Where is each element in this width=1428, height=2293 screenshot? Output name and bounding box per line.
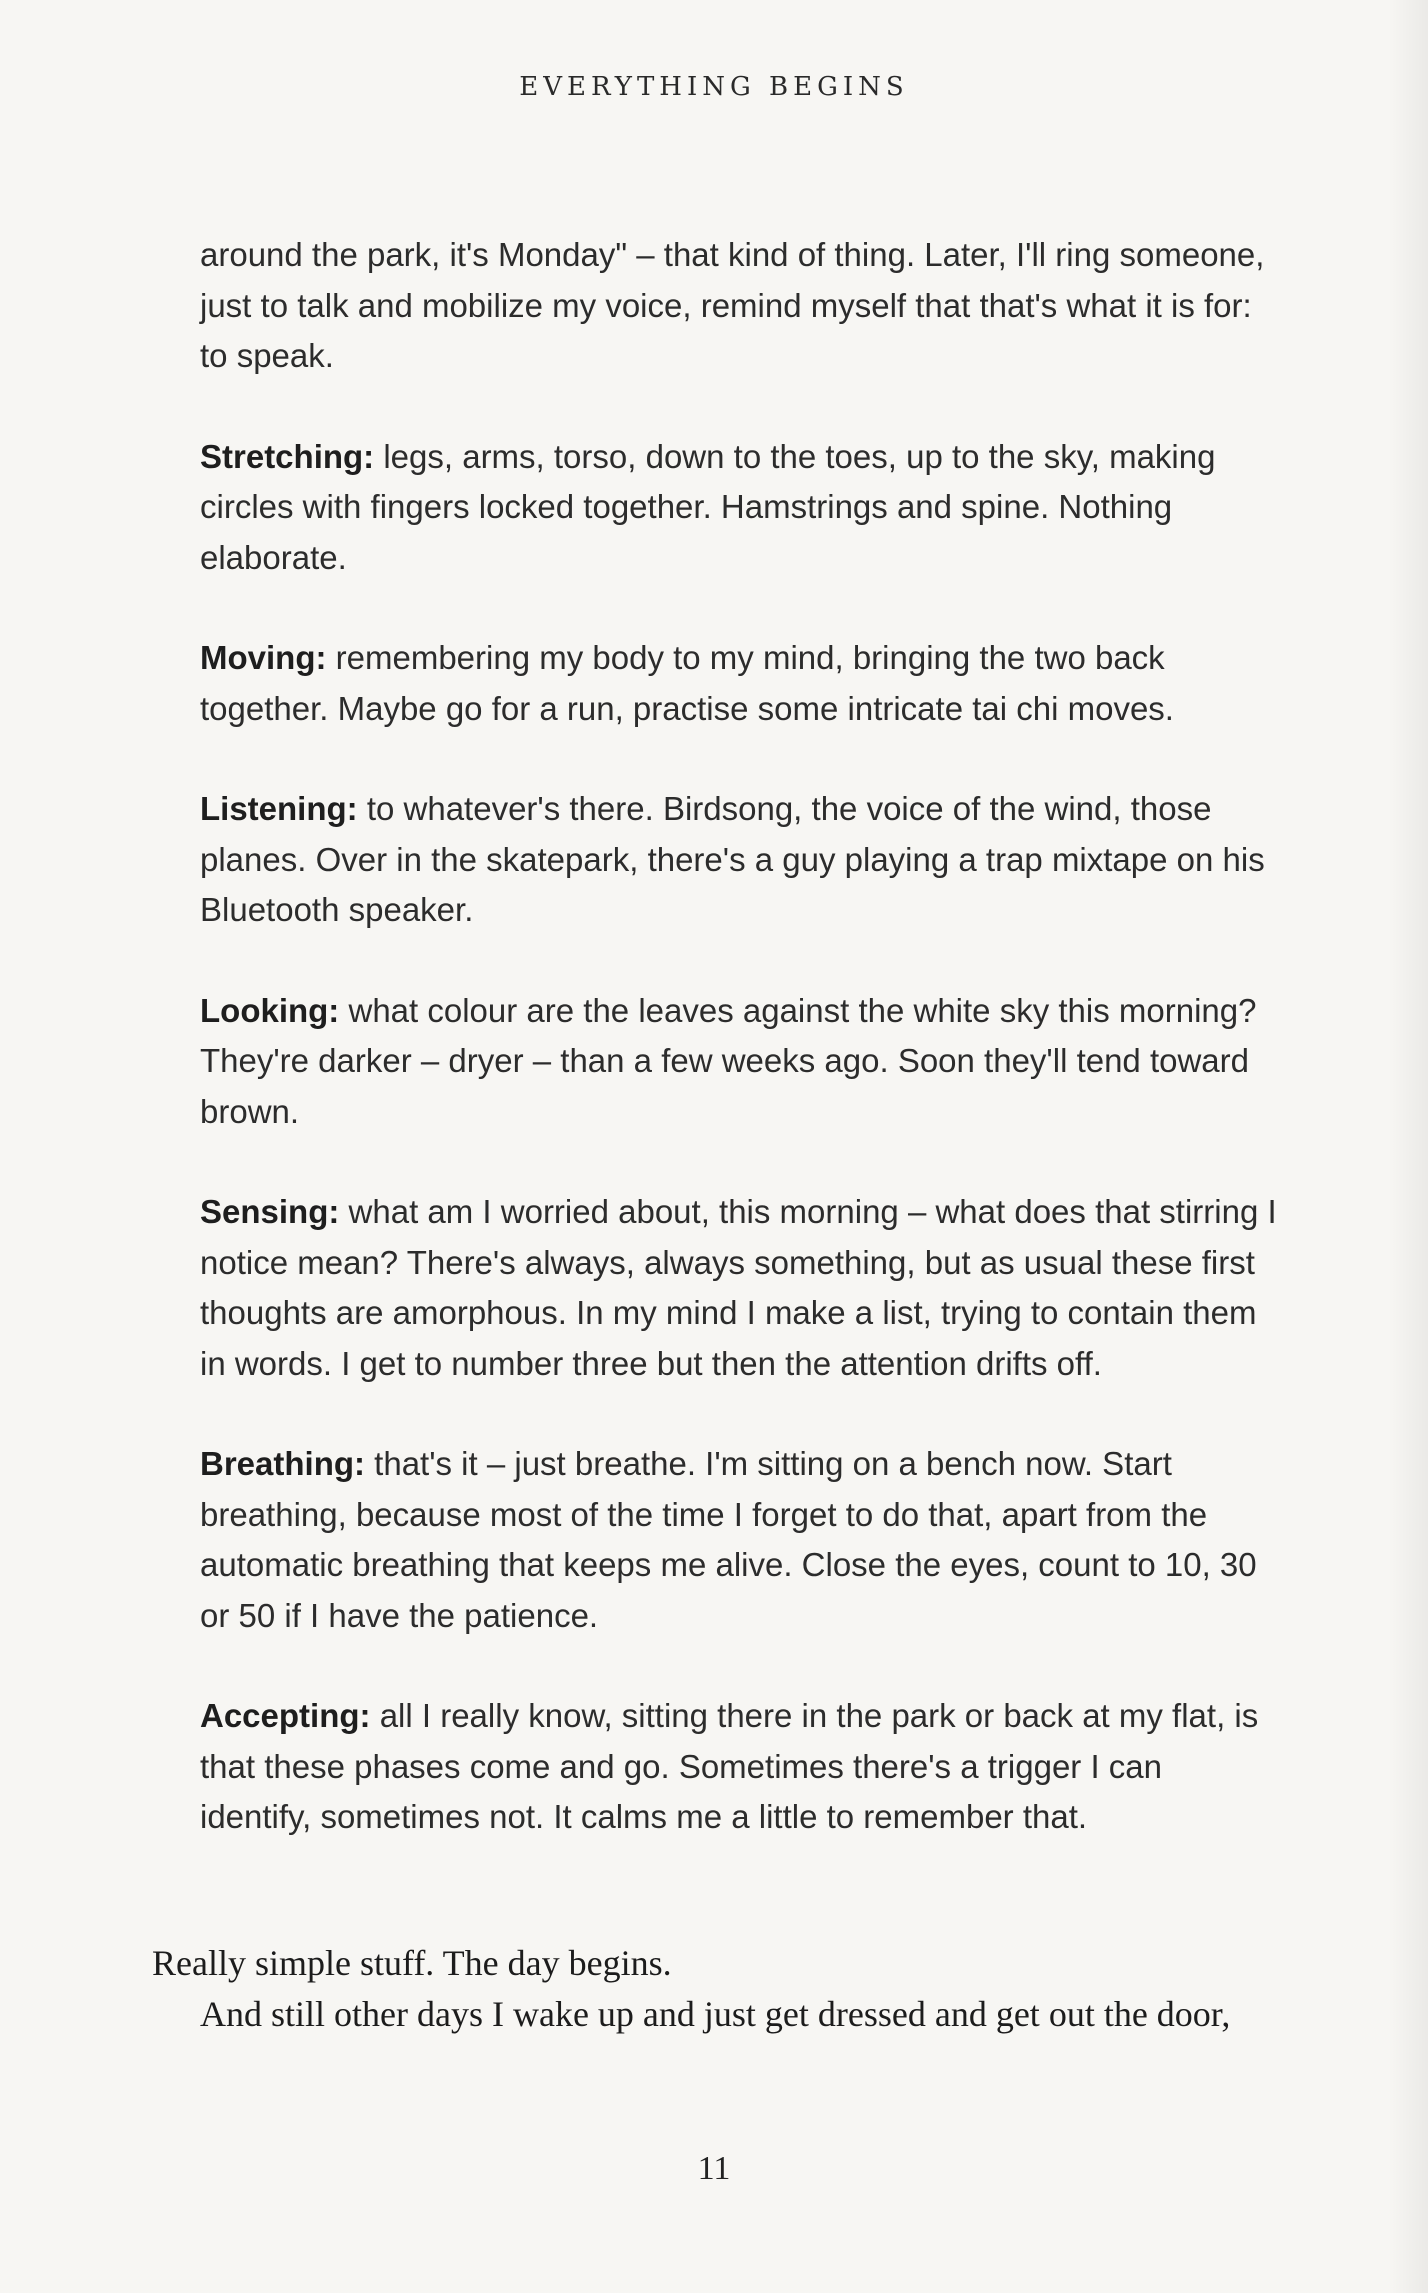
- list-item: [200, 633, 1280, 734]
- list-item-text: what am I worried about, this morning – what does that stirring I notice mean? There's always, always something, but as usual these first thoughts are amorphous. In my mind I make a list, trying to contain them in words. I get to number three but then the attention drifts off.: [200, 1193, 1277, 1382]
- list-item-text: that's it – just breathe. I'm sitting on a bench now. Start breathing, because most of the time I forget to do that, apart from the automatic breathing that keeps me alive. Close the eyes, count to 10, 30 or 50 if I have the patience.: [200, 1445, 1257, 1634]
- list-item-term: Stretching:: [200, 437, 375, 475]
- list-item-term: Moving:: [200, 639, 327, 676]
- list-item-text: what colour are the leaves against the white sky this morning? They're darker – dryer – than a few weeks ago. Soon they'll tend toward brown.: [200, 991, 1257, 1130]
- list-item: [200, 986, 1280, 1138]
- list-item: [200, 784, 1280, 936]
- list-intro-paragraph: around the park, it's Monday" – that kind of thing. Later, I'll ring someone, just to talk and mobilize my voice, remind myself that that's what it is for: to speak.: [200, 236, 1265, 374]
- list-item-term: Listening:: [200, 790, 358, 827]
- body-paragraph: Really simple stuff. The day begins.: [152, 1943, 672, 1983]
- list-item-text: to whatever's there. Birdsong, the voice of the wind, those planes. Over in the skatepark, there's a guy playing a trap mixtape on his Bluetooth speaker.: [200, 790, 1265, 928]
- list-item-term: Breathing:: [200, 1445, 365, 1482]
- body-paragraph: And still other days I wake up and just get dressed and get out the door,: [200, 1994, 1231, 2034]
- running-head: EVERYTHING BEGINS: [519, 72, 909, 102]
- page-edge-shadow: [1388, 0, 1428, 2293]
- list-item: [200, 432, 1280, 584]
- list-item-term: Sensing:: [200, 1193, 340, 1230]
- body-text: [152, 1938, 1292, 2040]
- list-item-term: Looking:: [200, 991, 340, 1029]
- list-item: [200, 1439, 1280, 1641]
- list-item-text: remembering my body to my mind, bringing the two back together. Maybe go for a run, practise some intricate tai chi moves.: [200, 639, 1174, 727]
- activity-list: [200, 230, 1280, 1893]
- list-item-text: all I really know, sitting there in the park or back at my flat, is that these phases come and go. Sometimes there's a trigger I can identify, sometimes not. It calms me a little to remember that.: [200, 1697, 1259, 1835]
- list-item: [200, 1187, 1280, 1389]
- list-item: [200, 1691, 1280, 1843]
- list-item-text: legs, arms, torso, down to the toes, up to the sky, making circles with fingers locked together. Hamstrings and spine. Nothing elaborate.: [200, 437, 1216, 576]
- list-item-term: Accepting:: [200, 1697, 371, 1734]
- page-number: 11: [697, 2150, 731, 2187]
